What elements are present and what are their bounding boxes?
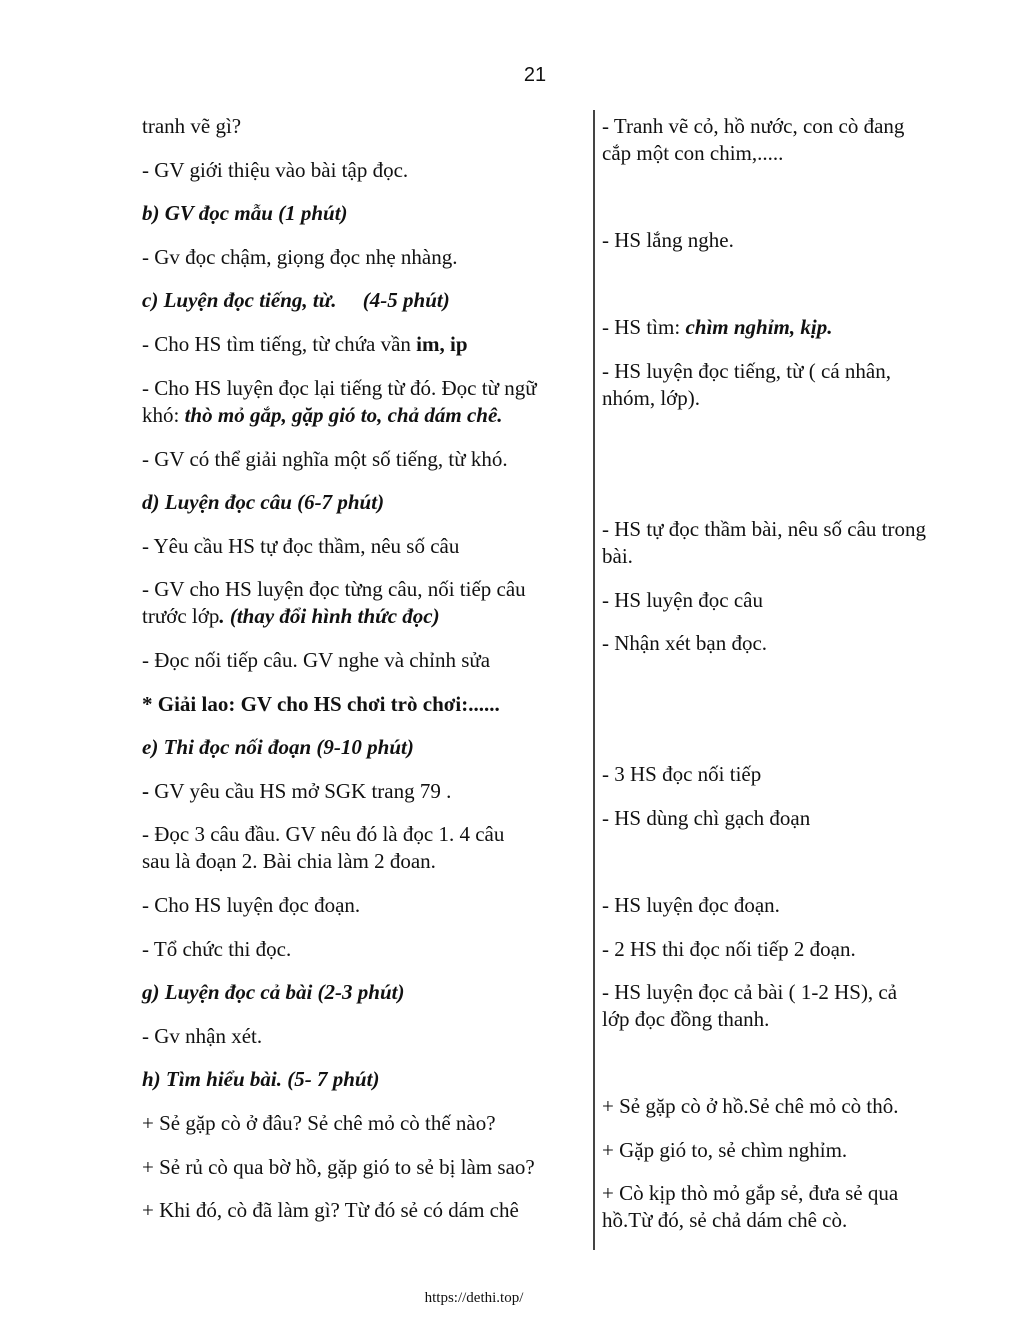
left-text-line: - Đọc nối tiếp câu. GV nghe và chỉnh sửa: [142, 648, 491, 672]
right-text-line: + Cò kịp thò mỏ gắp sẻ, đưa sẻ qua: [602, 1181, 899, 1205]
left-text-line: - Gv đọc chậm, giọng đọc nhẹ nhàng.: [142, 245, 458, 269]
left-text-line: - Gv nhận xét.: [142, 1024, 263, 1048]
right-text-line: - HS luyện đọc câu: [602, 588, 763, 612]
bold-fragment: -: [142, 779, 149, 803]
section-heading-d: d) Luyện đọc câu (6-7 phút): [142, 490, 385, 514]
section-heading-h: h) Tìm hiểu bài. (5- 7 phút): [142, 1067, 380, 1091]
right-text-line: lớp đọc đồng thanh.: [602, 1007, 770, 1031]
right-text-line: - HS luyện đọc cả bài ( 1-2 HS), cả: [602, 980, 898, 1004]
right-text-line: - HS tự đọc thầm bài, nêu số câu trong: [602, 517, 926, 541]
column-divider: [593, 110, 595, 1250]
left-text-line: [142, 778, 451, 805]
left-text-line: - Tổ chức thi đọc.: [142, 937, 292, 961]
break-note: * Giải lao: GV cho HS chơi trò chơi:......: [142, 692, 500, 716]
left-text-line: - Đọc 3 câu đầu. GV nêu đó là đọc 1. 4 câu: [142, 822, 505, 846]
right-text-line: - HS luyện đọc tiếng, từ ( cá nhân,: [602, 359, 891, 383]
right-text-line: hồ.Từ đó, sẻ chả dám chê cò.: [602, 1208, 848, 1232]
right-text-line: cắp một con chim,.....: [602, 141, 784, 165]
right-text-line: [602, 314, 832, 341]
right-text-line: bài.: [602, 544, 633, 568]
bold-italic-fragment: . (thay đổi hình thức đọc): [219, 604, 440, 628]
left-text-line: [142, 331, 468, 358]
left-text-line: - Cho HS luyện đọc đoạn.: [142, 893, 361, 917]
right-text-line: + Gặp gió to, sẻ chìm nghỉm.: [602, 1138, 848, 1162]
right-text-line: - HS dùng chì gạch đoạn: [602, 806, 811, 830]
left-text-line: - Cho HS luyện đọc lại tiếng từ đó. Đọc từ ngữ: [142, 376, 537, 400]
right-text-line: nhóm, lớp).: [602, 386, 701, 410]
left-text-line: tranh vẽ gì?: [142, 114, 242, 138]
right-text-line: - HS luyện đọc đoạn.: [602, 893, 780, 917]
section-heading-e: e) Thi đọc nối đoạn (9-10 phút): [142, 735, 414, 759]
left-text-line: - GV cho HS luyện đọc từng câu, nối tiếp câu: [142, 577, 526, 601]
text-fragment: GV yêu cầu HS mở SGK trang 79 .: [149, 779, 452, 803]
right-text-line: - Tranh vẽ cỏ, hồ nước, con cò đang: [602, 114, 905, 138]
right-text-line: - 3 HS đọc nối tiếp: [602, 762, 762, 786]
left-text-line: [142, 603, 440, 630]
right-text-line: - 2 HS thi đọc nối tiếp 2 đoạn.: [602, 937, 856, 961]
text-fragment: trước lớp: [142, 604, 220, 628]
left-text-line: sau là đoạn 2. Bài chia làm 2 đoan.: [142, 849, 436, 873]
text-fragment: - Cho HS tìm tiếng, từ chứa vần: [142, 332, 417, 356]
page-number: 21: [523, 64, 547, 86]
left-text-line: - GV giới thiệu vào bài tập đọc.: [142, 158, 409, 182]
section-heading-g: g) Luyện đọc cả bài (2-3 phút): [142, 980, 405, 1004]
text-fragment: khó:: [142, 403, 185, 427]
section-heading-b: b) GV đọc mẫu (1 phút): [142, 201, 348, 225]
footer-url: https://dethi.top/: [424, 1290, 524, 1306]
section-heading-c: c) Luyện đọc tiếng, từ. (4-5 phút): [142, 288, 450, 312]
left-text-line: [142, 402, 503, 429]
right-text-line: + Sẻ gặp cò ở hồ.Sẻ chê mỏ cò thô.: [602, 1094, 899, 1118]
text-fragment: - HS tìm:: [602, 315, 686, 339]
bold-fragment: im, ip: [416, 332, 468, 356]
left-text-line: + Khi đó, cò đã làm gì? Từ đó sẻ có dám chê: [142, 1198, 519, 1222]
left-text-line: - GV có thể giải nghĩa một số tiếng, từ khó.: [142, 447, 508, 471]
right-text-line: - Nhận xét bạn đọc.: [602, 631, 768, 655]
bold-italic-fragment: chìm nghỉm, kịp.: [685, 315, 833, 339]
left-text-line: - Yêu cầu HS tự đọc thầm, nêu số câu: [142, 534, 460, 558]
left-text-line: + Sẻ rủ cò qua bờ hồ, gặp gió to sẻ bị làm sao?: [142, 1155, 535, 1179]
bold-italic-fragment: thò mỏ gắp, gặp gió to, chả dám chê.: [184, 403, 503, 427]
right-text-line: - HS lắng nghe.: [602, 228, 734, 252]
left-text-line: + Sẻ gặp cò ở đâu? Sẻ chê mỏ cò thế nào?: [142, 1111, 496, 1135]
